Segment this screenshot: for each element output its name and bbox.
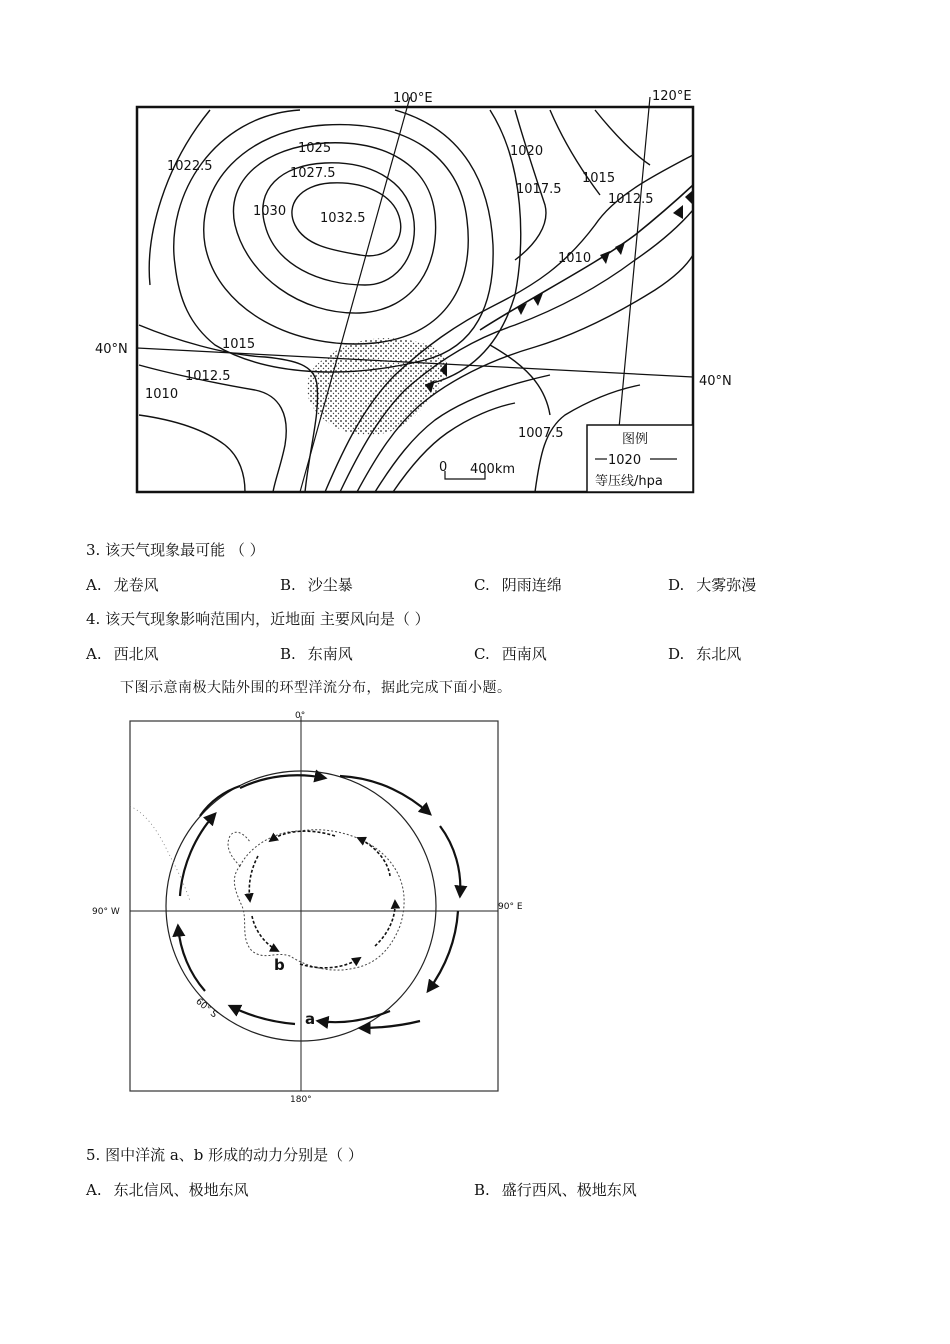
option-label: A. <box>86 576 102 594</box>
lat-label-40n-left: 40°N <box>95 342 128 357</box>
option-text: 西北风 <box>113 645 159 663</box>
label-0deg: 0° <box>295 711 306 721</box>
option-text: 东北信风、极地东风 <box>113 1181 249 1199</box>
isobar-label: 1032.5 <box>320 211 366 226</box>
option-text: 沙尘暴 <box>307 576 353 594</box>
map-legend <box>587 425 693 492</box>
current-label-a: a <box>305 1010 316 1028</box>
legend-caption: 等压线/hpa <box>595 474 663 489</box>
option-label: D. <box>668 645 685 663</box>
option-text: 西南风 <box>501 645 547 663</box>
q4-option-a[interactable] <box>86 644 159 664</box>
isobar-label: 1027.5 <box>290 166 336 181</box>
legend-title: 图例 <box>622 432 649 447</box>
isobar-label: 1015 <box>222 337 256 352</box>
q3-option-b[interactable] <box>280 575 353 595</box>
isobar-label: 1007.5 <box>518 426 564 441</box>
label-90w: 90° W <box>92 907 120 917</box>
current-label-b: b <box>274 956 285 974</box>
isobar-label: 1012.5 <box>608 192 654 207</box>
q5-option-a[interactable] <box>86 1180 249 1200</box>
isobar-map <box>95 85 732 505</box>
isobar-label: 1030 <box>253 204 287 219</box>
q3-option-c[interactable] <box>474 575 562 595</box>
q3-option-d[interactable] <box>668 575 756 595</box>
isobar-label: 1020 <box>510 144 544 159</box>
q5-option-b[interactable] <box>474 1180 637 1200</box>
option-text: 东南风 <box>307 645 353 663</box>
option-text: 盛行西风、极地东风 <box>501 1181 637 1199</box>
lon-label-120e: 120°E <box>652 89 692 104</box>
q4-option-c[interactable] <box>474 644 547 664</box>
q3-option-a[interactable] <box>86 575 159 595</box>
scale-distance: 400km <box>470 462 516 477</box>
isobar-label: 1010 <box>558 251 592 266</box>
option-label: B. <box>474 1181 490 1199</box>
intro-text: 下图示意南极大陆外围的环型洋流分布，据此完成下面小题。 <box>120 680 512 696</box>
scale-zero: 0 <box>439 460 448 475</box>
antarctic-current-map <box>90 706 530 1106</box>
q4-option-d[interactable] <box>668 644 741 664</box>
isobar-map-svg <box>95 85 732 505</box>
isobar-label: 1015 <box>582 171 616 186</box>
label-60s: 60° S <box>193 996 219 1021</box>
option-label: C. <box>474 645 490 663</box>
option-text: 东北风 <box>696 645 742 663</box>
question-3-stem: 3. 该天气现象最可能 （ ） <box>86 541 265 559</box>
isobar-label: 1017.5 <box>516 182 562 197</box>
option-text: 龙卷风 <box>113 576 159 594</box>
question-5-stem: 5. 图中洋流 a、b 形成的动力分别是（ ） <box>86 1146 363 1164</box>
lon-label-100e: 100°E <box>393 91 433 106</box>
isobar-label: 1025 <box>298 141 332 156</box>
option-label: D. <box>668 576 685 594</box>
option-label: B. <box>280 576 296 594</box>
option-label: B. <box>280 645 296 663</box>
option-text: 阴雨连绵 <box>501 576 562 594</box>
lat-label-40n-right: 40°N <box>699 374 732 389</box>
isobar-label: 1022.5 <box>167 159 213 174</box>
question-4-stem: 4. 该天气现象影响范围内，近地面 主要风向是（ ） <box>86 610 430 628</box>
label-180deg: 180° <box>290 1095 312 1105</box>
option-label: C. <box>474 576 490 594</box>
option-label: A. <box>86 1181 102 1199</box>
isobar-label: 1012.5 <box>185 369 231 384</box>
option-text: 大雾弥漫 <box>696 576 757 594</box>
legend-sample: 1020 <box>608 453 642 468</box>
q4-option-b[interactable] <box>280 644 353 664</box>
option-label: A. <box>86 645 102 663</box>
antarctic-map-svg <box>90 706 530 1106</box>
label-90e: 90° E <box>498 902 523 912</box>
isobar-label: 1010 <box>145 387 179 402</box>
